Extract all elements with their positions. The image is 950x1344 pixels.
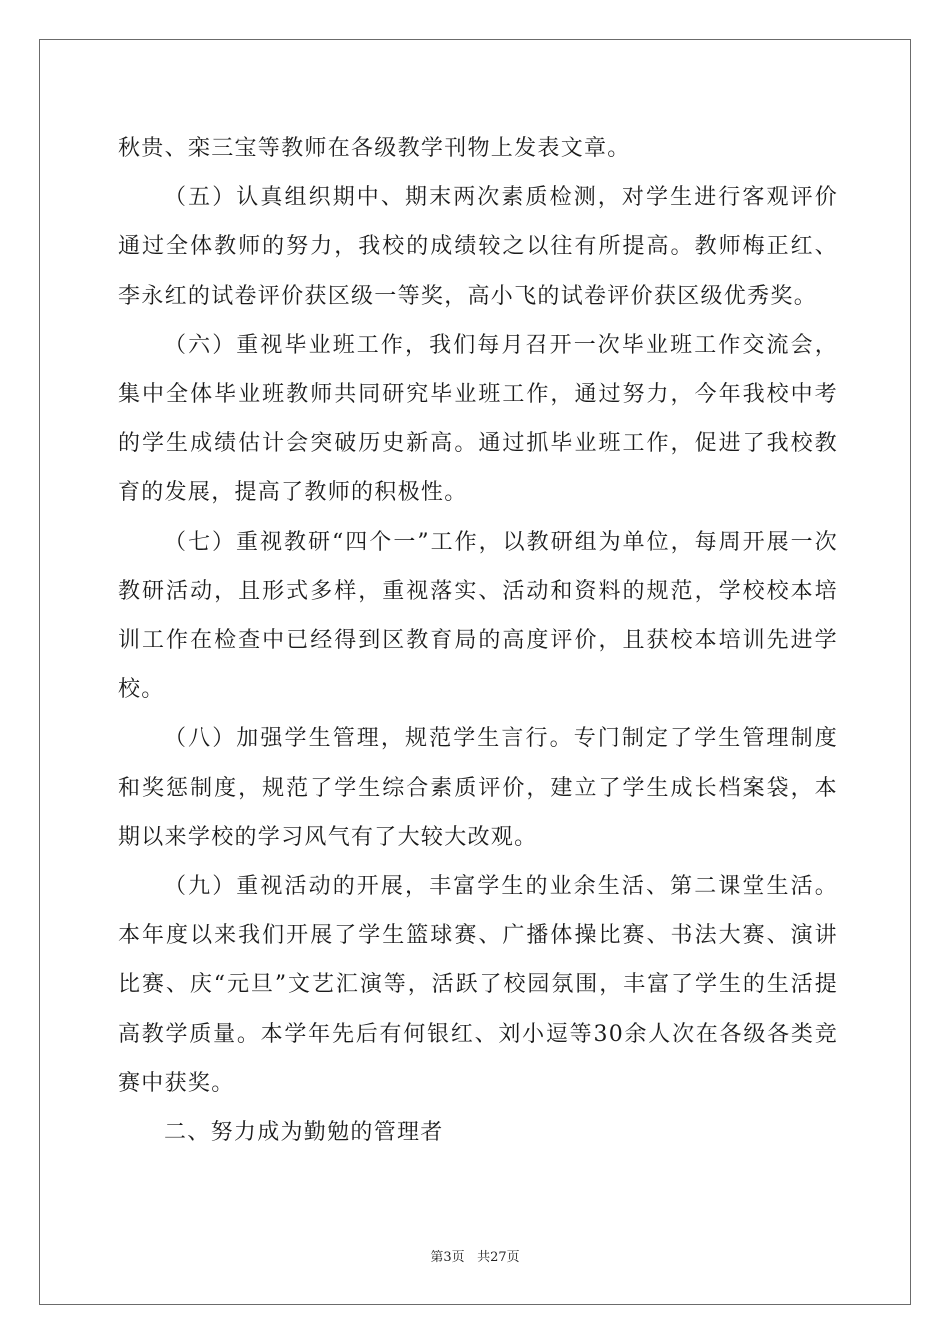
paragraph-continuation: 秋贵、栾三宝等教师在各级教学刊物上发表文章。 bbox=[118, 136, 631, 161]
paragraph-item-5: （五）认真组织期中、期末两次素质检测，对学生进行客观评价通过全体教师的努力，我校的成绩较之以往有所提高。教师梅正红、李永红的试卷评价获区级一等奖，高小飞的试卷评价获区级优秀奖。 bbox=[118, 185, 838, 309]
paragraph-item-6: （六）重视毕业班工作，我们每月召开一次毕业班工作交流会，集中全体毕业班教师共同研究毕业班工作，通过努力，今年我校中考的学生成绩估计会突破历史新高。通过抓毕业班工作，促进了我校教育的发展，提高了教师的积极性。 bbox=[118, 332, 838, 506]
paragraph-item-9: （九）重视活动的开展，丰富学生的业余生活、第二课堂生活。本年度以来我们开展了学生篮球赛、广播体操比赛、书法大赛、演讲比赛、庆“元旦”文艺汇演等，活跃了校园氛围，丰富了学生的生活提高教学质量。本学年先后有何银红、刘小逗等30余人次在各级各类竞赛中获奖。 bbox=[118, 874, 838, 1096]
current-page-number: 第3页 bbox=[430, 1250, 465, 1265]
total-page-count: 共27页 bbox=[477, 1250, 520, 1265]
paragraph-item-8: （八）加强学生管理，规范学生言行。专门制定了学生管理制度和奖惩制度，规范了学生综合素质评价，建立了学生成长档案袋，本期以来学校的学习风气有了大较大改观。 bbox=[118, 726, 838, 850]
document-body bbox=[118, 124, 838, 1157]
page-footer bbox=[0, 1246, 950, 1265]
paragraph-item-7: （七）重视教研“四个一”工作，以教研组为单位，每周开展一次教研活动，且形式多样，重视落实、活动和资料的规范，学校校本培训工作在检查中已经得到区教育局的高度评价，且获校本培训先进学校。 bbox=[118, 529, 838, 703]
section-heading: 二、努力成为勤勉的管理者 bbox=[164, 1120, 444, 1146]
